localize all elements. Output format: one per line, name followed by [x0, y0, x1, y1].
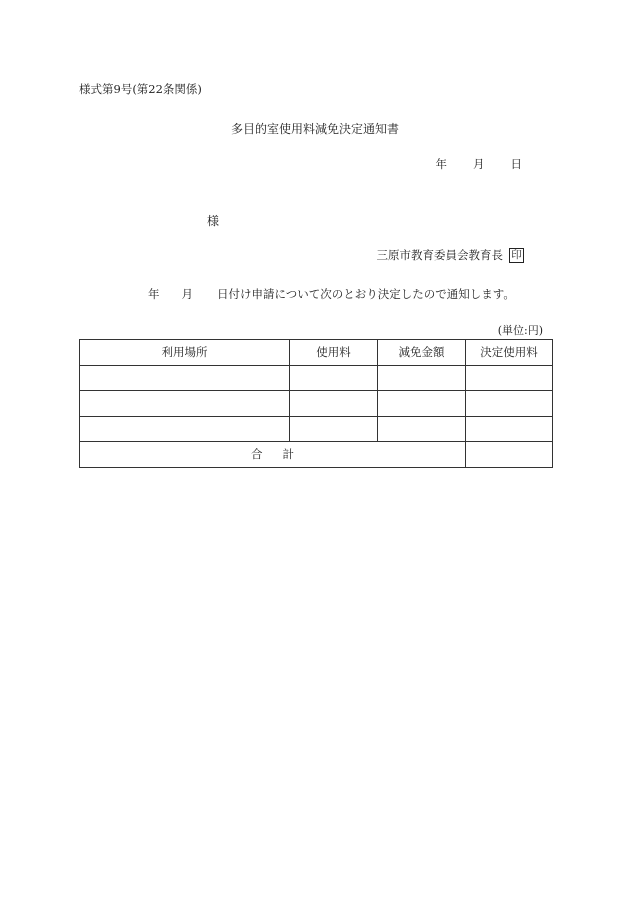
table-row [80, 365, 553, 391]
table-cell [378, 391, 466, 417]
table-cell [80, 365, 290, 391]
total-label [80, 442, 466, 468]
column-header-fee: 使用料 [290, 340, 378, 366]
notice-year-label: 年 [148, 287, 160, 301]
total-value-cell [466, 442, 553, 468]
date-day-label: 日 [510, 157, 522, 171]
table-cell [378, 365, 466, 391]
column-header-final-fee: 決定使用料 [466, 340, 553, 366]
total-label-char-2: 計 [282, 447, 294, 462]
document-title: 多目的室使用料減免決定通知書 [230, 122, 399, 136]
date-month-label: 月 [473, 157, 485, 171]
notice-month-label: 月 [181, 287, 193, 301]
table-cell [466, 365, 553, 391]
issue-date [436, 156, 523, 172]
unit-label: (単位:円) [497, 324, 543, 337]
table-cell [466, 391, 553, 417]
table-cell [290, 416, 378, 442]
notice-body: 日付け申請について次のとおり決定したので通知します。 [217, 287, 515, 301]
fee-table [79, 339, 553, 468]
total-label-char-1: 合 [251, 447, 263, 462]
form-number: 様式第9号(第22条関係) [79, 82, 202, 96]
issuer [377, 247, 525, 263]
recipient-honorific: 様 [207, 214, 220, 228]
seal-mark: 印 [509, 248, 524, 263]
issuer-name: 三原市教育委員会教育長 [376, 248, 503, 262]
table-cell [466, 416, 553, 442]
table-row [80, 416, 553, 442]
table-cell [290, 365, 378, 391]
column-header-location: 利用場所 [80, 340, 290, 366]
column-header-reduction: 減免金額 [378, 340, 466, 366]
table-header-row [80, 340, 553, 366]
table-cell [80, 391, 290, 417]
table-total-row [80, 442, 553, 468]
table-cell [290, 391, 378, 417]
table-cell [80, 416, 290, 442]
date-year-label: 年 [435, 157, 447, 171]
notice-text [148, 286, 515, 302]
table-cell [378, 416, 466, 442]
table-row [80, 391, 553, 417]
